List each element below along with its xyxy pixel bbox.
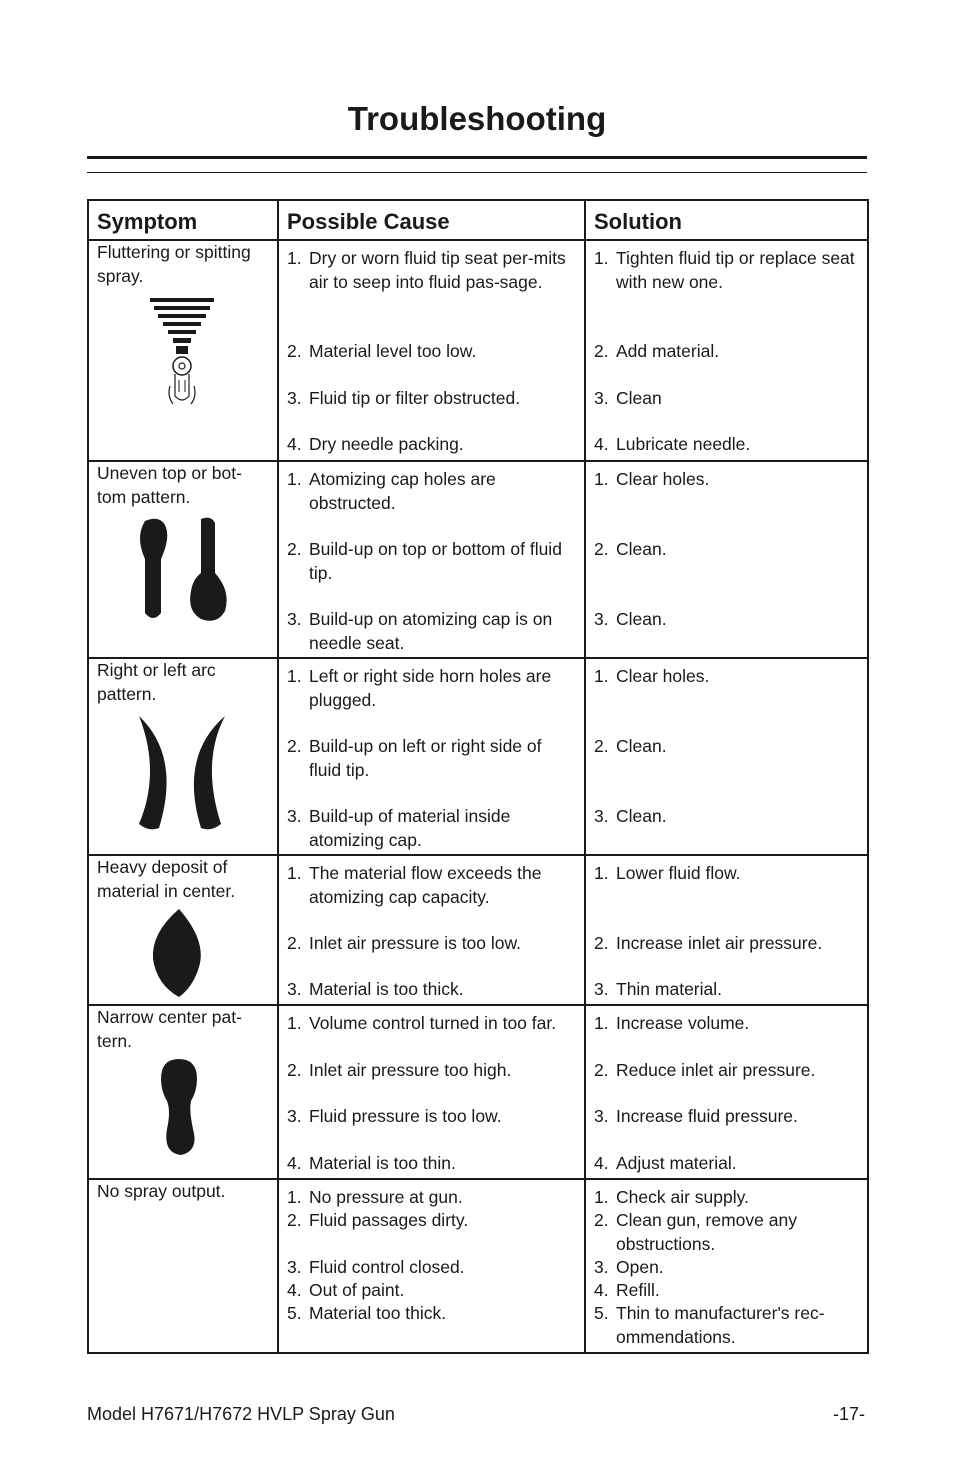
symptom-cell bbox=[88, 240, 278, 461]
solution-item: 3. Increase fluid pressure. bbox=[594, 1106, 798, 1126]
cause-item: 1. Dry or worn fluid tip seat per-mits air to seep into fluid pas-sage. bbox=[287, 248, 566, 292]
solution-item: 3. Clean. bbox=[594, 609, 667, 629]
symptom-text: Right or left arc pattern. bbox=[97, 660, 216, 704]
cause-cell bbox=[278, 1179, 585, 1353]
cause-item: 2. Material level too low. bbox=[287, 341, 477, 361]
solution-item: 2. Increase inlet air pressure. bbox=[594, 933, 823, 953]
cause-item: 2. Fluid passages dirty. bbox=[287, 1210, 469, 1230]
solution-item: 3. Clean. bbox=[594, 806, 667, 826]
header-possible-cause: Possible Cause bbox=[278, 200, 585, 240]
solution-item: 2. Clean. bbox=[594, 539, 667, 559]
symptom-text: Heavy deposit of material in center. bbox=[97, 857, 236, 901]
solution-cell bbox=[585, 240, 868, 461]
cause-item: 3. Build-up on atomizing cap is on needle seat. bbox=[287, 609, 553, 653]
table-row bbox=[88, 461, 868, 658]
solution-item: 1. Tighten fluid tip or replace seat with new one. bbox=[594, 248, 855, 292]
solution-item: 1. Check air supply. bbox=[594, 1187, 749, 1207]
cause-cell bbox=[278, 461, 585, 658]
cause-cell bbox=[278, 855, 585, 1005]
cause-item: 3. Fluid control closed. bbox=[287, 1257, 465, 1277]
center-heavy-pattern-icon bbox=[97, 907, 269, 997]
header-symptom: Symptom bbox=[88, 200, 278, 240]
solution-item: 3. Open. bbox=[594, 1257, 664, 1277]
cause-item: 2. Inlet air pressure is too low. bbox=[287, 933, 522, 953]
table-row bbox=[88, 855, 868, 1005]
cause-item: 2. Build-up on top or bottom of fluid tip. bbox=[287, 539, 562, 583]
solution-item: 1. Increase volume. bbox=[594, 1013, 750, 1033]
cause-item: 3. Material is too thick. bbox=[287, 979, 464, 999]
solution-item: 4. Lubricate needle. bbox=[594, 434, 751, 454]
cause-item: 1. Atomizing cap holes are obstructed. bbox=[287, 469, 496, 513]
solution-item: 3. Thin material. bbox=[594, 979, 723, 999]
cause-item: 2. Inlet air pressure too high. bbox=[287, 1060, 512, 1080]
header-solution: Solution bbox=[585, 200, 868, 240]
table-row bbox=[88, 658, 868, 855]
arc-pattern-icon bbox=[97, 712, 269, 832]
troubleshooting-table bbox=[87, 199, 869, 1354]
cause-item: 3. Fluid tip or filter obstructed. bbox=[287, 388, 521, 408]
symptom-text: Uneven top or bot-tom pattern. bbox=[97, 463, 242, 507]
narrow-center-pattern-icon bbox=[97, 1057, 269, 1157]
table-header-row bbox=[88, 200, 868, 240]
solution-item: 1. Clear holes. bbox=[594, 469, 710, 489]
cause-item: 2. Build-up on left or right side of fluid tip. bbox=[287, 736, 542, 780]
solution-cell bbox=[585, 855, 868, 1005]
cause-item: 1. No pressure at gun. bbox=[287, 1187, 463, 1207]
cause-item: 5. Material too thick. bbox=[287, 1303, 447, 1323]
solution-item: 4. Refill. bbox=[594, 1280, 660, 1300]
cause-item: 1. Left or right side horn holes are plugged. bbox=[287, 666, 552, 710]
cause-cell bbox=[278, 240, 585, 461]
symptom-cell bbox=[88, 461, 278, 658]
solution-item: 2. Clean gun, remove any obstructions. bbox=[594, 1210, 797, 1254]
solution-item: 5. Thin to manufacturer's rec-ommendations. bbox=[594, 1303, 825, 1347]
title-rule-thick bbox=[87, 156, 867, 159]
table-row bbox=[88, 1005, 868, 1179]
cause-cell bbox=[278, 658, 585, 855]
solution-item: 1. Clear holes. bbox=[594, 666, 710, 686]
solution-cell bbox=[585, 461, 868, 658]
uneven-pattern-icon bbox=[97, 515, 269, 623]
table-row bbox=[88, 1179, 868, 1353]
symptom-cell bbox=[88, 1179, 278, 1353]
symptom-cell bbox=[88, 658, 278, 855]
solution-item: 2. Reduce inlet air pressure. bbox=[594, 1060, 816, 1080]
symptom-cell bbox=[88, 855, 278, 1005]
solution-cell bbox=[585, 1005, 868, 1179]
cause-item: 1. Volume control turned in too far. bbox=[287, 1013, 557, 1033]
cause-item: 3. Build-up of material inside atomizing cap. bbox=[287, 806, 511, 850]
cause-item: 4. Out of paint. bbox=[287, 1280, 405, 1300]
title-rule-thin bbox=[87, 172, 867, 173]
solution-item: 2. Clean. bbox=[594, 736, 667, 756]
solution-item: 3. Clean bbox=[594, 388, 662, 408]
solution-cell bbox=[585, 658, 868, 855]
symptom-cell bbox=[88, 1005, 278, 1179]
footer-page-number: -17- bbox=[832, 1404, 865, 1424]
cause-item: 4. Material is too thin. bbox=[287, 1153, 456, 1173]
footer-model: Model H7671/H7672 HVLP Spray Gun bbox=[87, 1404, 395, 1424]
cause-item: 1. The material flow exceeds the atomizing cap capacity. bbox=[287, 863, 542, 907]
solution-item: 4. Adjust material. bbox=[594, 1153, 737, 1173]
cause-cell bbox=[278, 1005, 585, 1179]
symptom-text: Narrow center pat-tern. bbox=[97, 1007, 242, 1051]
solution-item: 1. Lower fluid flow. bbox=[594, 863, 741, 883]
symptom-text: No spray output. bbox=[97, 1181, 226, 1201]
cause-item: 4. Dry needle packing. bbox=[287, 434, 464, 454]
spitting-spray-icon bbox=[97, 296, 269, 411]
table-row bbox=[88, 240, 868, 461]
solution-cell bbox=[585, 1179, 868, 1353]
page-title: Troubleshooting bbox=[347, 100, 607, 137]
cause-item: 3. Fluid pressure is too low. bbox=[287, 1106, 502, 1126]
symptom-text: Fluttering or spitting spray. bbox=[97, 242, 251, 286]
solution-item: 2. Add material. bbox=[594, 341, 720, 361]
